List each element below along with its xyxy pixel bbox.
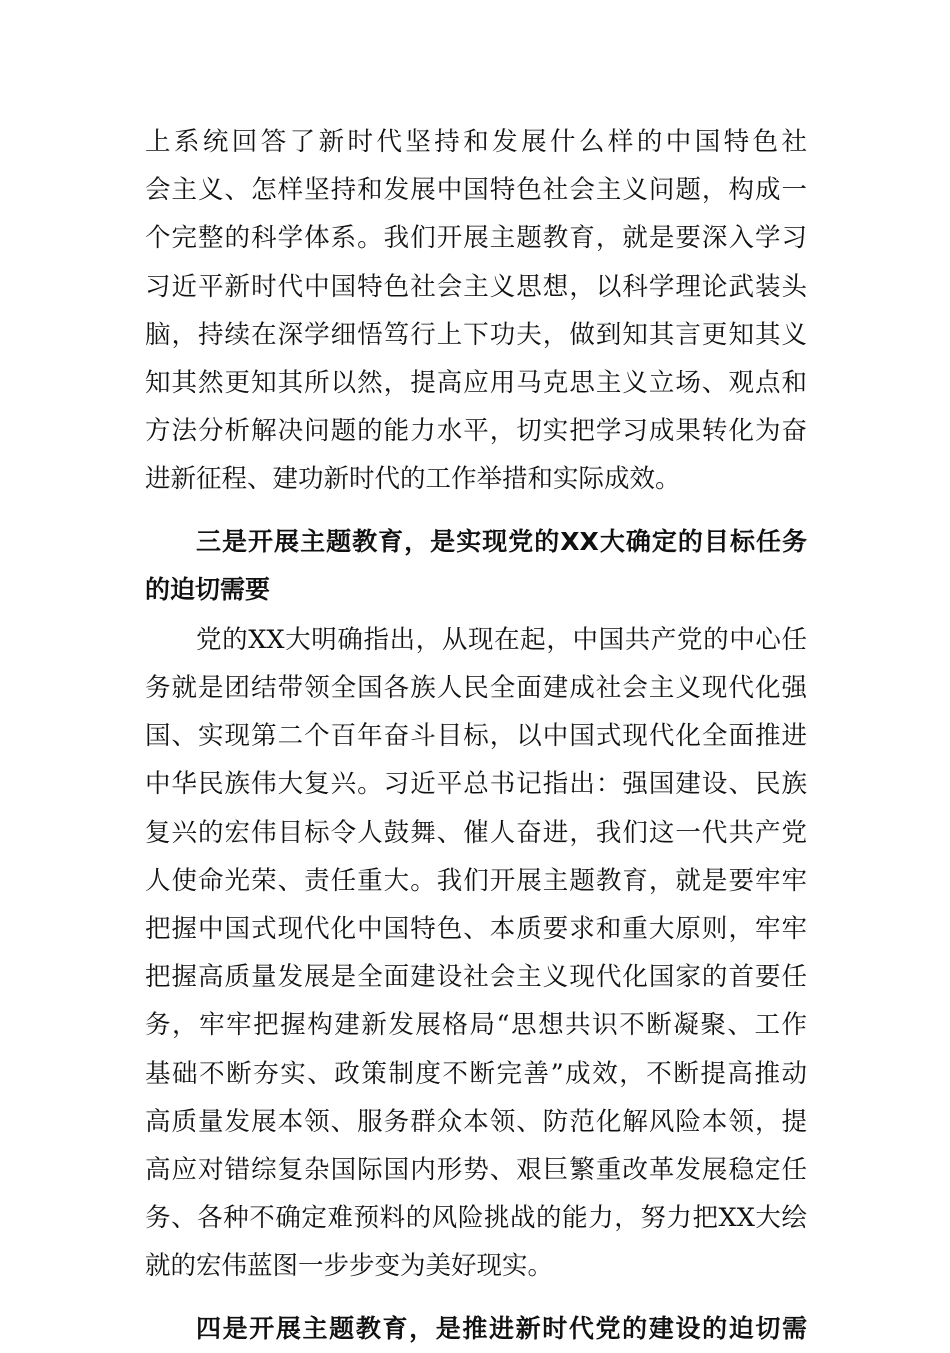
text-line: 进新征程、建功新时代的工作举措和实际成效。	[145, 464, 681, 495]
text-line: 基础不断夯实、政策制度不断完善”成效，不断提高推动	[145, 1058, 807, 1089]
text-line: 把握高质量发展是全面建设社会主义现代化国家的首要任	[145, 962, 807, 993]
section-heading-4	[145, 1305, 807, 1353]
paragraph-2	[145, 616, 807, 1291]
text-line: 就的宏伟蓝图一步步变为美好现实。	[145, 1251, 554, 1282]
heading-line: 三是开展主题教育，是实现党的XX大确定的目标任务	[196, 526, 807, 556]
text-line: 把握中国式现代化中国特色、本质要求和重大原则，牢牢	[145, 914, 807, 944]
text-line: 习近平新时代中国特色社会主义思想，以科学理论武装头	[145, 271, 807, 302]
heading-line: 的迫切需要	[145, 574, 271, 604]
text-line: 人使命光荣、责任重大。我们开展主题教育，就是要牢牢	[145, 865, 807, 896]
text-line: 方法分析解决问题的能力水平，切实把学习成果转化为奋	[145, 416, 807, 447]
heading-line: 四是开展主题教育，是推进新时代党的建设的迫切需	[196, 1313, 807, 1343]
text-line: 中华民族伟大复兴。习近平总书记指出：强国建设、民族	[145, 769, 807, 800]
section-heading-3	[145, 518, 807, 614]
text-line: 务，牢牢把握构建新发展格局“思想共识不断凝聚、工作	[145, 1010, 807, 1041]
text-line: 会主义、怎样坚持和发展中国特色社会主义问题，构成一	[145, 175, 807, 206]
text-line: 知其然更知其所以然，提高应用马克思主义立场、观点和	[145, 367, 807, 398]
text-line: 上系统回答了新时代坚持和发展什么样的中国特色社	[145, 127, 807, 157]
paragraph-1	[145, 118, 807, 504]
text-line: 复兴的宏伟目标令人鼓舞、催人奋进，我们这一代共产党	[145, 817, 807, 848]
text-line: 高质量发展本领、服务群众本领、防范化解风险本领，提	[145, 1106, 807, 1137]
text-line: 党的XX大明确指出，从现在起，中国共产党的中心任	[196, 624, 807, 655]
text-line: 务、各种不确定难预料的风险挑战的能力，努力把XX大绘	[145, 1203, 807, 1234]
text-line: 个完整的科学体系。我们开展主题教育，就是要深入学习	[145, 223, 807, 254]
text-line: 高应对错综复杂国际国内形势、艰巨繁重改革发展稳定任	[145, 1154, 807, 1185]
text-line: 脑，持续在深学细悟笃行上下功夫，做到知其言更知其义	[145, 319, 807, 350]
document-body	[145, 118, 807, 1353]
text-line: 国、实现第二个百年奋斗目标，以中国式现代化全面推进	[145, 721, 807, 752]
text-line: 务就是团结带领全国各族人民全面建成社会主义现代化强	[145, 673, 807, 704]
